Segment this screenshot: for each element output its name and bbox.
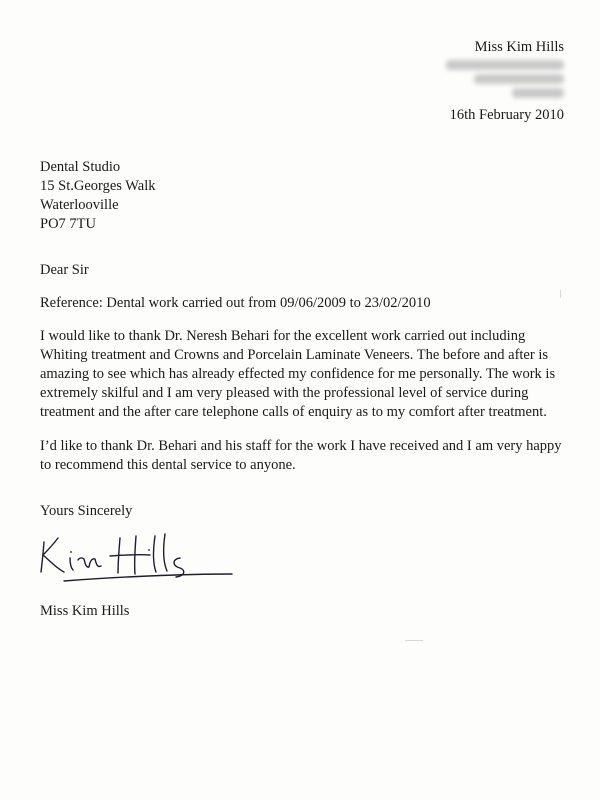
reference-line: Reference: Dental work carried out from 09/06/2009 to 23/02/2010 xyxy=(40,295,431,311)
recipient-address xyxy=(40,158,156,234)
scan-speck xyxy=(560,290,561,298)
recipient-line: Dental Studio xyxy=(40,159,121,175)
salutation: Dear Sir xyxy=(40,262,89,278)
redacted-address-line xyxy=(474,74,564,84)
recipient-line: 15 St.Georges Walk xyxy=(40,178,156,194)
signed-name: Miss Kim Hills xyxy=(40,603,130,619)
redacted-address-line xyxy=(512,88,564,98)
scan-speck xyxy=(405,640,423,641)
sender-name: Miss Kim Hills xyxy=(474,39,564,55)
sender-block xyxy=(446,38,564,124)
recipient-line: PO7 7TU xyxy=(40,216,96,232)
redacted-address-line xyxy=(446,60,564,70)
letter-date: 16th February 2010 xyxy=(449,107,564,123)
body-paragraph: I’d like to thank Dr. Behari and his staff for the work I have received and I am very happy to recommend this dental service to anyone. xyxy=(40,438,562,473)
closing: Yours Sincerely xyxy=(40,503,133,519)
body-paragraph: I would like to thank Dr. Neresh Behari for the excellent work carried out including Whiting treatment and Crowns and Porcelain Laminate Veneers. The before and after is amazing to see which has already effected my confidence for me personally. The work is extremely skilful and I am very pleased with the professional level of service during treatment and the after care telephone calls of enquiry as to my comfort after treatment. xyxy=(40,328,556,420)
recipient-line: Waterlooville xyxy=(40,197,119,213)
handwritten-signature xyxy=(34,528,244,590)
